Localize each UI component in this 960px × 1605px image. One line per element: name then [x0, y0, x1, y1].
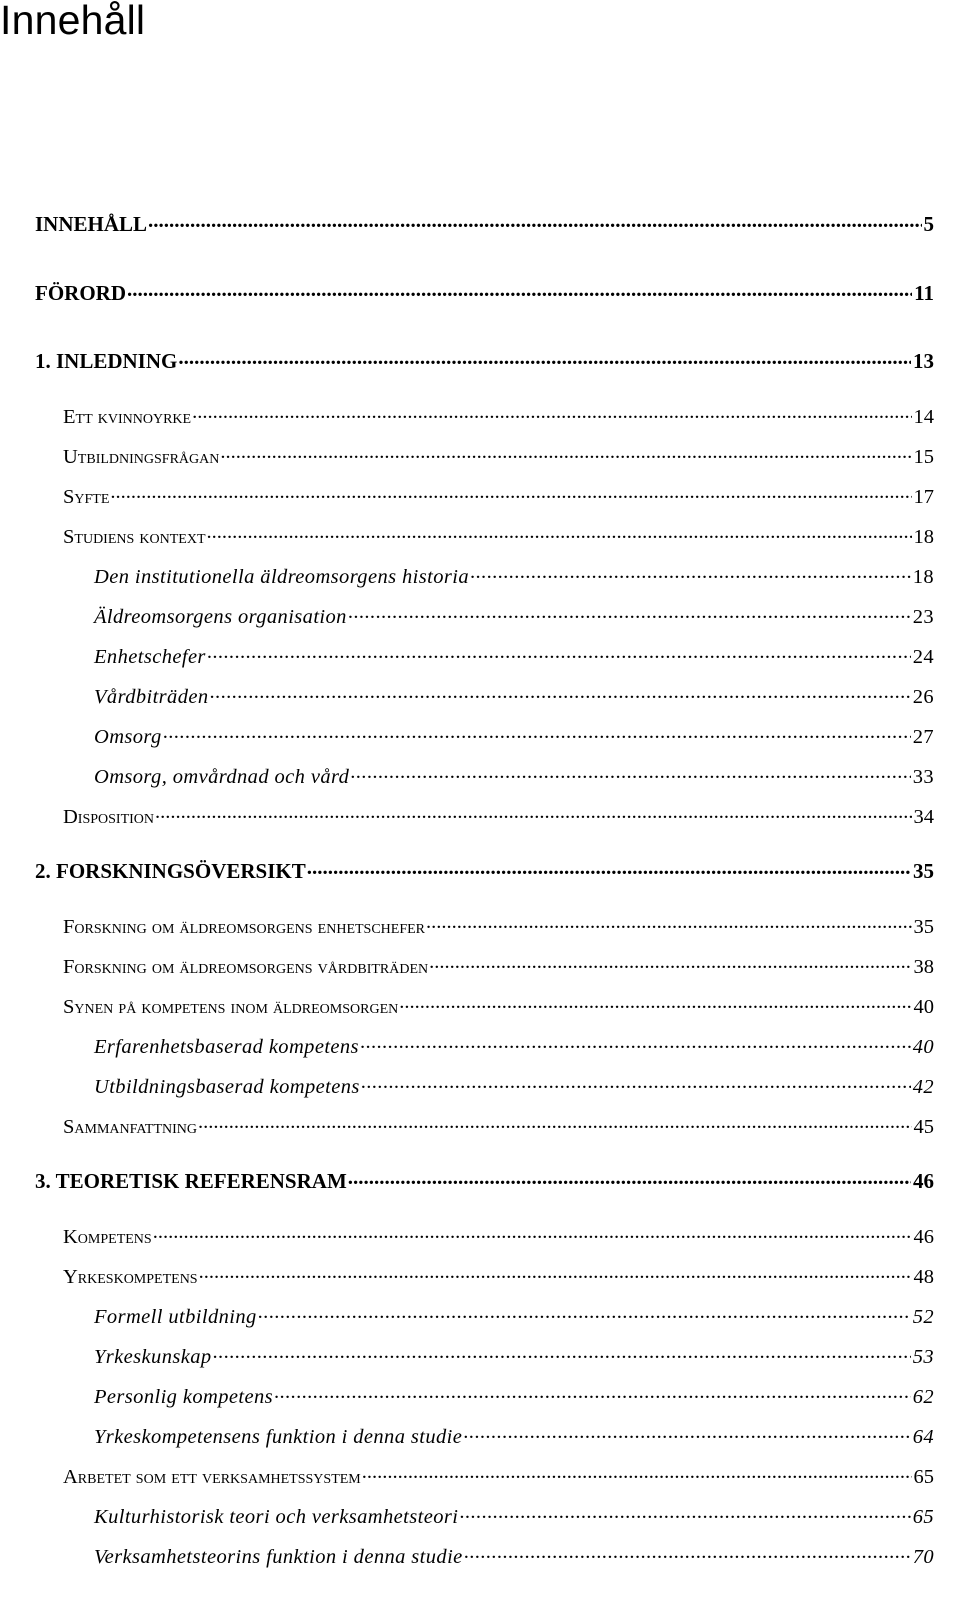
toc-entry-page: 65: [912, 1505, 934, 1528]
toc-entry-vardbitraden[interactable]: [94, 682, 934, 707]
toc-entry-page: 27: [912, 725, 934, 748]
toc-entry-forskning-vardbitraden[interactable]: [63, 952, 934, 977]
toc-entry-page: 18: [912, 565, 934, 588]
toc-entry-institutionella-historia[interactable]: [94, 562, 934, 587]
toc-entry-studiens-kontext[interactable]: [63, 522, 934, 547]
toc-entry-page: 70: [912, 1545, 934, 1568]
toc-entry-label: Arbetet som ett verksamhetssystem: [63, 1465, 361, 1488]
toc-entry-page: 35: [913, 915, 934, 938]
dot-leader: [360, 1032, 911, 1053]
toc-entry-page: 23: [912, 605, 934, 628]
dot-leader: [274, 1382, 911, 1403]
dot-leader: [210, 682, 911, 703]
dot-leader: [127, 279, 912, 300]
toc-entry-label: Disposition: [63, 805, 155, 828]
toc-entry-page: 45: [913, 1115, 934, 1138]
toc-entry-ett-kvinnoyrke[interactable]: [63, 402, 934, 427]
toc-entry-label: Personlig kompetens: [94, 1385, 273, 1408]
toc-entry-page: 46: [913, 1225, 934, 1248]
dot-leader: [155, 802, 911, 823]
dot-leader: [199, 1262, 912, 1283]
dot-leader: [213, 1342, 911, 1363]
toc-entry-kompetens[interactable]: [63, 1222, 934, 1247]
toc-entry-page: 52: [912, 1305, 934, 1328]
toc-entry-label: Synen på kompetens inom äldreomsorgen: [63, 995, 399, 1018]
dot-leader: [148, 210, 921, 231]
toc-entry-page: 15: [913, 445, 934, 468]
toc-entry-page: 5: [923, 212, 934, 236]
toc-entry-omsorg[interactable]: [94, 722, 934, 747]
toc-entry-label: Formell utbildning: [94, 1305, 257, 1328]
toc-entry-page: 11: [914, 281, 934, 305]
dot-leader: [198, 1112, 911, 1133]
toc-entry-forskningsoversikt[interactable]: [35, 857, 934, 882]
toc-entry-label: Yrkeskunskap: [94, 1345, 212, 1368]
dot-leader: [361, 1072, 911, 1093]
toc-entry-label: Den institutionella äldreomsorgens historia: [94, 565, 469, 588]
dot-leader: [153, 1222, 912, 1243]
toc-entry-arbetet-verksamhetssystem[interactable]: [63, 1462, 934, 1487]
toc-entry-yrkeskompetensens-funktion[interactable]: [94, 1422, 934, 1447]
toc-entry-personlig-kompetens[interactable]: [94, 1382, 934, 1407]
toc-entry-label: Äldreomsorgens organisation: [94, 605, 347, 628]
dot-leader: [178, 347, 911, 368]
toc-entry-inledning[interactable]: [35, 347, 934, 372]
toc-entry-kulturhistorisk-teori[interactable]: [94, 1502, 934, 1527]
page-title: Innehåll: [0, 0, 146, 43]
toc-entry-page: 26: [912, 685, 934, 708]
dot-leader: [110, 482, 911, 503]
toc-entry-page: 65: [913, 1465, 934, 1488]
toc-entry-label: Utbildningsfrågan: [63, 445, 220, 468]
toc-entry-label: Studiens kontext: [63, 525, 206, 548]
toc-entry-formell-utbildning[interactable]: [94, 1302, 934, 1327]
toc-entry-page: 48: [913, 1265, 934, 1288]
toc-entry-label: Omsorg, omvårdnad och vård: [94, 765, 350, 788]
toc-entry-page: 38: [913, 955, 934, 978]
toc-entry-label: Enhetschefer: [94, 645, 206, 668]
toc-entry-erfarenhetsbaserad[interactable]: [94, 1032, 934, 1057]
toc-entry-page: 46: [913, 1169, 934, 1193]
toc-entry-page: 18: [913, 525, 934, 548]
toc-entry-page: 33: [912, 765, 934, 788]
toc-entry-aldreomsorgens-organisation[interactable]: [94, 602, 934, 627]
toc-entry-page: 62: [912, 1385, 934, 1408]
toc-entry-page: 34: [913, 805, 934, 828]
toc-entry-page: 17: [913, 485, 934, 508]
dot-leader: [207, 522, 912, 543]
toc-entry-label: Forskning om äldreomsorgens vårdbiträden: [63, 955, 429, 978]
toc-entry-omsorg-omvardnad-vard[interactable]: [94, 762, 934, 787]
dot-leader: [350, 762, 910, 783]
dot-leader: [220, 442, 911, 463]
dot-leader: [207, 642, 911, 663]
toc-entry-label: 1. INLEDNING: [35, 349, 178, 373]
toc-entry-teoretisk-referensram[interactable]: [35, 1167, 934, 1192]
dot-leader: [348, 602, 911, 623]
toc-entry-label: 3. TEORETISK REFERENSRAM: [35, 1169, 347, 1193]
dot-leader: [163, 722, 911, 743]
dot-leader: [348, 1167, 911, 1188]
toc-entry-page: 35: [913, 859, 934, 883]
dot-leader: [192, 402, 911, 423]
dot-leader: [307, 857, 911, 878]
toc-entry-label: Yrkeskompetensens funktion i denna studie: [94, 1425, 463, 1448]
toc-entry-page: 40: [913, 995, 934, 1018]
toc-entry-label: Yrkeskompetens: [63, 1265, 198, 1288]
dot-leader: [362, 1462, 912, 1483]
toc-entry-yrkeskompetens[interactable]: [63, 1262, 934, 1287]
dot-leader: [426, 912, 911, 933]
dot-leader: [470, 562, 911, 583]
toc-entry-page: 64: [912, 1425, 934, 1448]
toc-entry-utbildningsfragan[interactable]: [63, 442, 934, 467]
toc-entry-innehall[interactable]: [35, 210, 934, 235]
toc-entry-disposition[interactable]: [63, 802, 934, 827]
toc-entry-page: 14: [913, 405, 934, 428]
toc-entry-yrkeskunskap[interactable]: [94, 1342, 934, 1367]
toc-entry-label: Kompetens: [63, 1225, 152, 1248]
toc-entry-page: 53: [912, 1345, 934, 1368]
dot-leader: [459, 1502, 910, 1523]
dot-leader: [464, 1542, 911, 1563]
toc-entry-page: 24: [912, 645, 934, 668]
toc-entry-label: INNEHÅLL: [35, 212, 148, 236]
toc-entry-synen-pa-kompetens[interactable]: [63, 992, 934, 1017]
dot-leader: [399, 992, 911, 1013]
toc-entry-syfte[interactable]: [63, 482, 934, 507]
dot-leader: [258, 1302, 911, 1323]
toc-entry-page: 42: [912, 1075, 934, 1098]
toc-entry-label: Ett kvinnoyrke: [63, 405, 192, 428]
toc-entry-label: Syfte: [63, 485, 110, 508]
toc-entry-label: Omsorg: [94, 725, 162, 748]
toc-entry-label: Sammanfattning: [63, 1115, 198, 1138]
toc-entry-forord[interactable]: [35, 279, 934, 304]
toc-entry-label: Kulturhistorisk teori och verksamhetsteori: [94, 1505, 459, 1528]
dot-leader: [463, 1422, 910, 1443]
toc-entry-label: Utbildningsbaserad kompetens: [94, 1075, 360, 1098]
toc-entry-page: 40: [912, 1035, 934, 1058]
toc-entry-enhetschefer[interactable]: [94, 642, 934, 667]
toc-entry-label: Vårdbiträden: [94, 685, 209, 708]
toc-entry-page: 13: [913, 349, 934, 373]
toc-entry-verksamhetsteorins-funktion[interactable]: [94, 1542, 934, 1567]
toc-entry-utbildningsbaserad[interactable]: [94, 1072, 934, 1097]
toc-entry-forskning-enhetschefer[interactable]: [63, 912, 934, 937]
toc-entry-label: Verksamhetsteorins funktion i denna studie: [94, 1545, 463, 1568]
dot-leader: [429, 952, 911, 973]
toc-entry-label: FÖRORD: [35, 281, 126, 305]
toc-entry-label: Forskning om äldreomsorgens enhetschefer: [63, 915, 426, 938]
toc-entry-label: 2. FORSKNINGSÖVERSIKT: [35, 859, 306, 883]
toc-entry-sammanfattning[interactable]: [63, 1112, 934, 1137]
toc-entry-label: Erfarenhetsbaserad kompetens: [94, 1035, 359, 1058]
